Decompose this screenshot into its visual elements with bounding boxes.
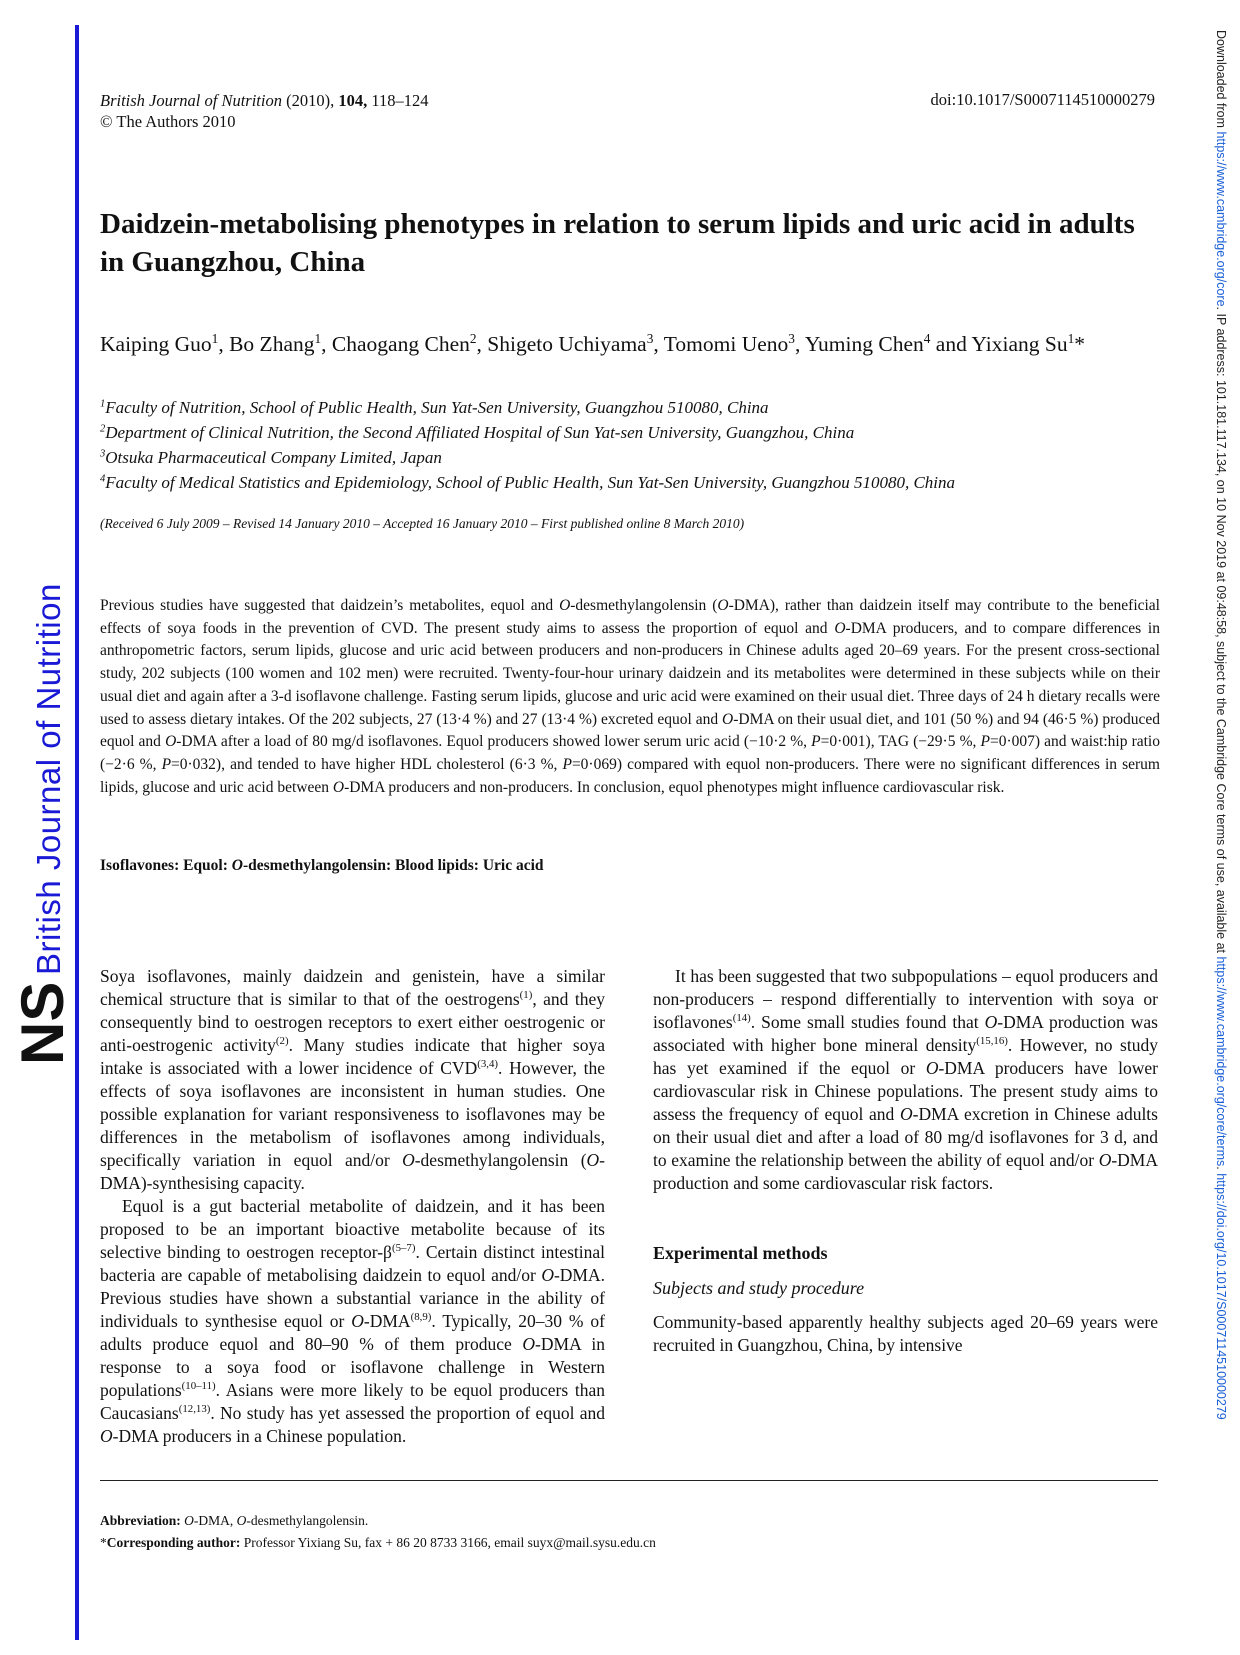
- paragraph-intro-3: It has been suggested that two subpopulations – equol producers and non-producers – respond differentially to intervention with soya or isoflavones$^{(14)}$. Some small studies found that O-DMA production was associated with higher bone mineral density$^{(15,16)}$. However, no study has yet examined if the equol or O-DMA producers have lower cardiovascular risk in Chinese populations. The present study aims to assess the frequency of equol and O-DMA excretion in Chinese adults on their usual diet and after a load of 80 mg/d isoflavones for 3 d, and to examine the relationship between the ability of equol and/or O-DMA production and some cardiovascular risk factors.: [653, 966, 1159, 1193]
- author-aff: 1: [211, 330, 219, 346]
- affiliation-text: Otsuka Pharmaceutical Company Limited, Japan: [105, 448, 442, 467]
- journal-side-bar: [75, 25, 79, 1640]
- author-list: [100, 330, 1160, 358]
- affiliation-text: Faculty of Medical Statistics and Epidemiology, School of Public Health, Sun Yat-Sen University, Guangzhou 510080, China: [105, 473, 956, 492]
- affiliation-num: 1: [100, 398, 106, 410]
- received-dates: (Received 6 July 2009 – Revised 14 January 2010 – Accepted 16 January 2010 – First published online 8 March 2010): [100, 516, 745, 531]
- paragraph-intro-1: Soya isoflavones, mainly daidzein and genistein, have a similar chemical structure that is similar to that of the oestrogens$^{(1)}$, and they consequently bind to oestrogen receptors to exert either oestrogenic or anti-oestrogenic activity$^{(2)}$. Many studies indicate that higher soya intake is associated with a lower incidence of CVD$^{(3,4)}$. However, the effects of soya isoflavones are inconsistent in human studies. One possible explanation for variant responsiveness to isoflavones may be differences in the metabolism of isoflavones among individuals, specifically variation in equol and/or O-desmethylangolensin (O-DMA)-synthesising capacity.: [100, 966, 605, 1193]
- body-column-right: [653, 965, 1158, 1357]
- citation-header: [100, 90, 429, 132]
- author-sep: ,: [321, 332, 332, 356]
- footnotes: [100, 1510, 656, 1554]
- author-sep: and: [930, 332, 972, 356]
- journal-title: British Journal of Nutrition: [100, 91, 282, 110]
- author-aff: 2: [469, 330, 477, 346]
- download-middle: . IP address: 101.181.117.134, on 10 Nov 2019 at 09:48:58, subject to the Cambridge Core terms of use, available at: [1214, 306, 1228, 957]
- affiliation-num: 3: [100, 448, 106, 460]
- cambridge-core-link[interactable]: https://www.cambridge.org/core: [1214, 131, 1228, 307]
- affiliation-num: 4: [100, 473, 106, 485]
- download-notice: [1214, 30, 1228, 1630]
- affiliations: [100, 395, 1200, 495]
- corresponding-author-note: *Corresponding author: Professor Yixiang Su, fax + 86 20 8733 3166, email suyx@mail.sysu.edu.cn: [100, 1535, 656, 1550]
- author-sep: ,: [476, 332, 488, 356]
- author-aff: 1: [314, 330, 322, 346]
- journal-year: (2010),: [286, 91, 335, 110]
- body-column-left: [100, 965, 605, 1448]
- author: Yixiang Su: [971, 332, 1068, 356]
- affiliation-num: 2: [100, 423, 106, 435]
- author-sep: ,: [794, 332, 805, 356]
- author: Chaogang Chen: [331, 332, 470, 356]
- affiliation: [100, 395, 1200, 420]
- author: Kaiping Guo: [100, 332, 212, 356]
- paragraph-methods-1: Community-based apparently healthy subjects aged 20–69 years were recruited in Guangzhou, China, by intensive: [653, 1312, 1158, 1355]
- keywords: Isoflavones: Equol: O-desmethylangolensin: Blood lipids: Uric acid: [100, 857, 544, 874]
- affiliation: [100, 445, 1200, 470]
- author: Tomomi Ueno: [663, 332, 789, 356]
- terms-link[interactable]: https://www.cambridge.org/core/terms: [1214, 956, 1228, 1167]
- download-sep: .: [1214, 1166, 1228, 1174]
- paragraph-intro-2: Equol is a gut bacterial metabolite of daidzein, and it has been proposed to be an important bioactive metabolite because of its selective binding to oestrogen receptor-$\beta^{(5-7)}$. Certain distinct intestinal bacteria are capable of metabolising daidzein to equol and/or O-DMA. Previous studies have shown a substantial variance in the ability of individuals to synthesise equol or O-DMA$^{(8,9)}$. Typically, 20–30 % of adults produce equol and 80–90 % of them produce O-DMA in response to a soya food or isoflavone challenge in Western populations$^{(10-11)}$. Asians were more likely to be equol producers than Caucasians$^{(12,13)}$. No study has yet assessed the proportion of equol and O-DMA producers in a Chinese population.: [100, 1196, 606, 1446]
- doi-link[interactable]: https://doi.org/10.1017/S0007114510000279: [1214, 1173, 1228, 1420]
- abbreviation-note: Abbreviation: O-DMA, O-desmethylangolensin.: [100, 1513, 369, 1528]
- author-sep: ,: [218, 332, 230, 356]
- author-aff: 4: [923, 330, 931, 346]
- author-sep: *: [1074, 332, 1086, 356]
- download-prefix: Downloaded from: [1214, 30, 1228, 132]
- journal-pages: 118–124: [371, 91, 429, 110]
- affiliation: [100, 470, 1200, 495]
- doi: doi:10.1017/S0007114510000279: [930, 90, 1155, 109]
- author-aff: 3: [788, 330, 795, 346]
- author-sep: ,: [653, 332, 664, 356]
- author-aff: 3: [646, 330, 654, 346]
- copyright: © The Authors 2010: [100, 112, 236, 131]
- journal-volume: 104,: [338, 91, 368, 110]
- ns-logo: NS: [9, 981, 76, 1065]
- affiliation: [100, 420, 1200, 445]
- affiliation-text: Department of Clinical Nutrition, the Second Affiliated Hospital of Sun Yat-sen University, Guangzhou, China: [105, 423, 855, 442]
- footnote-rule: [100, 1480, 1158, 1481]
- author: Shigeto Uchiyama: [487, 332, 647, 356]
- author-aff: 1: [1067, 330, 1075, 346]
- journal-name-vertical: British Journal of Nutrition: [30, 583, 67, 975]
- author: Yuming Chen: [804, 332, 924, 356]
- subsection-heading: Subjects and study procedure: [653, 1278, 865, 1298]
- author: Bo Zhang: [229, 332, 315, 356]
- abstract: Previous studies have suggested that daidzein’s metabolites, equol and O-desmethylangolensin (O-DMA), rather than daidzein itself may contribute to the beneficial effects of soya foods in the prevention of CVD. The present study aims to assess the proportion of equol and O-DMA producers, and to compare differences in anthropometric factors, serum lipids, glucose and uric acid between producers and non-producers in Chinese adults aged 20–69 years. For the present cross-sectional study, 202 subjects (100 women and 102 men) were recruited. Twenty-four-hour urinary daidzein and its metabolites were determined in these subjects while on their usual diet and again after a 3-d isoflavone challenge. Fasting serum lipids, glucose and uric acid were examined on their usual diet. Three days of 24 h dietary recalls were used to assess dietary intakes. Of the 202 subjects, 27 (13·4 %) and 27 (13·4 %) excreted equol and O-DMA on their usual diet, and 101 (50 %) and 94 (46·5 %) produced equol and O-DMA after a load of 80 mg/d isoflavones. Equol producers showed lower serum uric acid (−10·2 %, P=0·001), TAG (−29·5 %, P=0·007) and waist:hip ratio (−2·6 %, P=0·032), and tended to have higher HDL cholesterol (6·3 %, P=0·069) compared with equol non-producers. There were no significant differences in serum lipids, glucose and uric acid between O-DMA producers and non-producers. In conclusion, equol phenotypes might influence cardiovascular risk.: [100, 597, 1161, 796]
- article-title: Daidzein-metabolising phenotypes in relation to serum lipids and uric acid in adults in Guangzhou, China: [100, 208, 1135, 278]
- affiliation-text: Faculty of Nutrition, School of Public Health, Sun Yat-Sen University, Guangzhou 510080, China: [105, 398, 769, 417]
- section-heading: Experimental methods: [653, 1243, 828, 1263]
